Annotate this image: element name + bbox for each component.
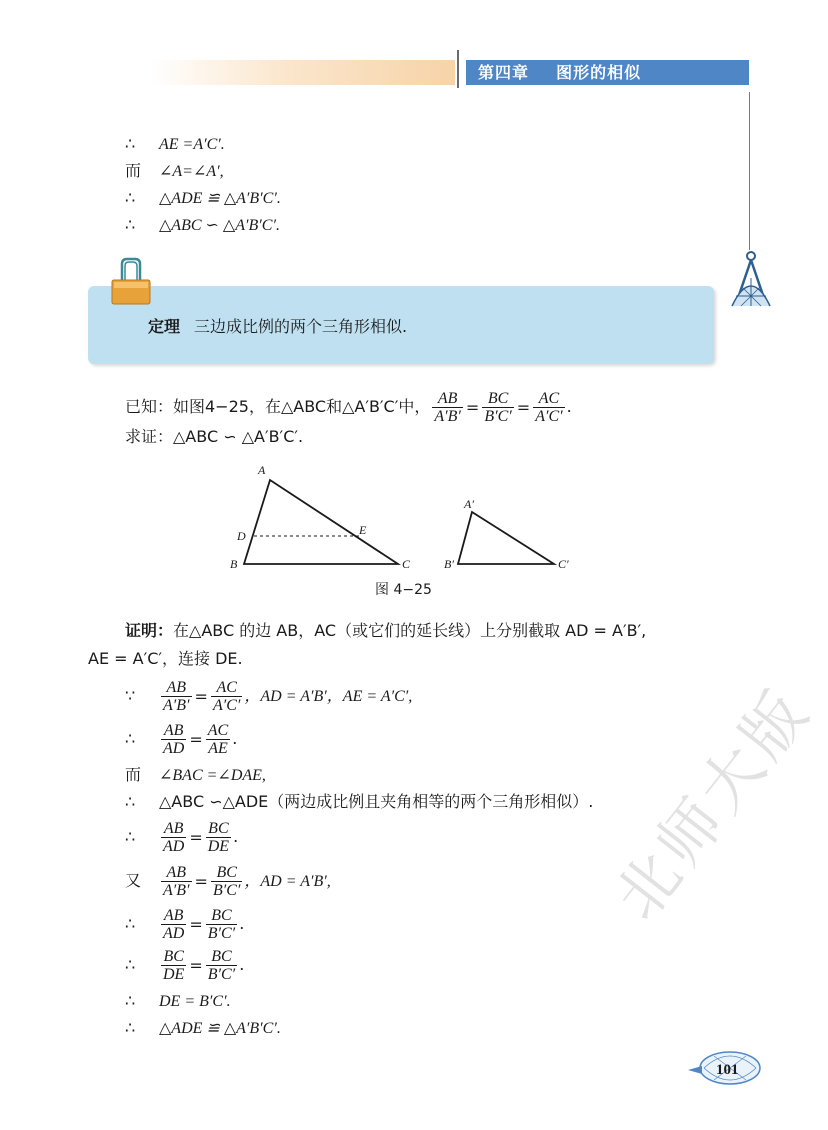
label-d: D [237,529,246,543]
label-c1: C′ [558,557,569,571]
margin-line [749,92,750,250]
top-proof-line-3: ∴ △ADE ≌ △A′B′C′. [125,188,281,207]
theorem-statement [148,316,407,338]
chapter-header [466,60,749,85]
watermark: 北师大版 [600,673,826,933]
header-gradient-bar [150,60,455,85]
header-separator [457,50,459,88]
given-statement: 已知：如图4−25，在△ABC和△A′B′C′中， $\frac{AB}{A'B'}$ = $\frac{BC}{B'C'}$ = $\frac{AC}{A'C'}$ . [125,390,572,425]
label-a: A [258,463,266,477]
proof-step-10: ∴ △ADE ≌ △A′B′C′. [125,1018,281,1037]
proof-step-7: ∴ $\frac{AB}{AD}$ = $\frac{BC}{B'C'}$ . [125,907,245,942]
binder-clip-icon [108,258,154,306]
top-proof-line-4: ∴ △ABC ∽ △A′B′C′. [125,215,280,234]
label-a1: A′ [464,497,474,511]
figure-4-25 [220,460,600,580]
label-e: E [359,523,367,537]
compass-icon [726,248,776,310]
proof-line-2: AE = A′C′，连接 DE. [88,649,243,668]
proof-step-2: ∴ $\frac{AB}{AD}$ = $\frac{AC}{AE}$ . [125,722,238,757]
theorem-box [88,286,714,364]
proof-step-3: 而 ∠BAC =∠DAE, [125,765,266,784]
proof-step-9: ∴ DE = B′C′. [125,991,231,1010]
triangle-a1b1c1 [458,512,554,564]
proof-step-5: ∴ $\frac{AB}{AD}$ = $\frac{BC}{DE}$ . [125,820,239,855]
label-c: C [402,557,411,571]
top-proof-line-1: ∴ AE =A′C′. [125,134,225,153]
proof-step-4: ∴ △ABC ∽△ADE（两边成比例且夹角相等的两个三角形相似）. [125,792,594,811]
chapter-number: 第四章 [478,63,530,82]
theorem-text: 三边成比例的两个三角形相似. [194,317,408,336]
chapter-title: 图形的相似 [556,63,642,82]
figure-caption: 图 4−25 [375,582,432,598]
label-b: B [230,557,238,571]
page-number: 101 [716,1062,739,1078]
theorem-label: 定理 [148,317,181,336]
proof-step-8: ∴ $\frac{BC}{DE}$ = $\frac{BC}{B'C'}$ . [125,948,245,983]
proof-step-6: 又 $\frac{AB}{A'B'}$ = $\frac{BC}{B'C'}$ ，AD = A′B′, [125,864,331,899]
label-b1: B′ [444,557,454,571]
top-proof-line-2: 而 ∠A=∠A′, [125,161,224,180]
proof-step-1: ∵ $\frac{AB}{A'B'}$ = $\frac{AC}{A'C'}$ ，AD = A′B′，AE = A′C′, [125,679,413,714]
proof-line-1: 证明：在△ABC 的边 AB，AC（或它们的延长线）上分别截取 AD = A′B′, [125,621,647,640]
prove-statement: 求证：△ABC ∽ △A′B′C′. [125,427,304,446]
triangle-abc [244,480,398,564]
